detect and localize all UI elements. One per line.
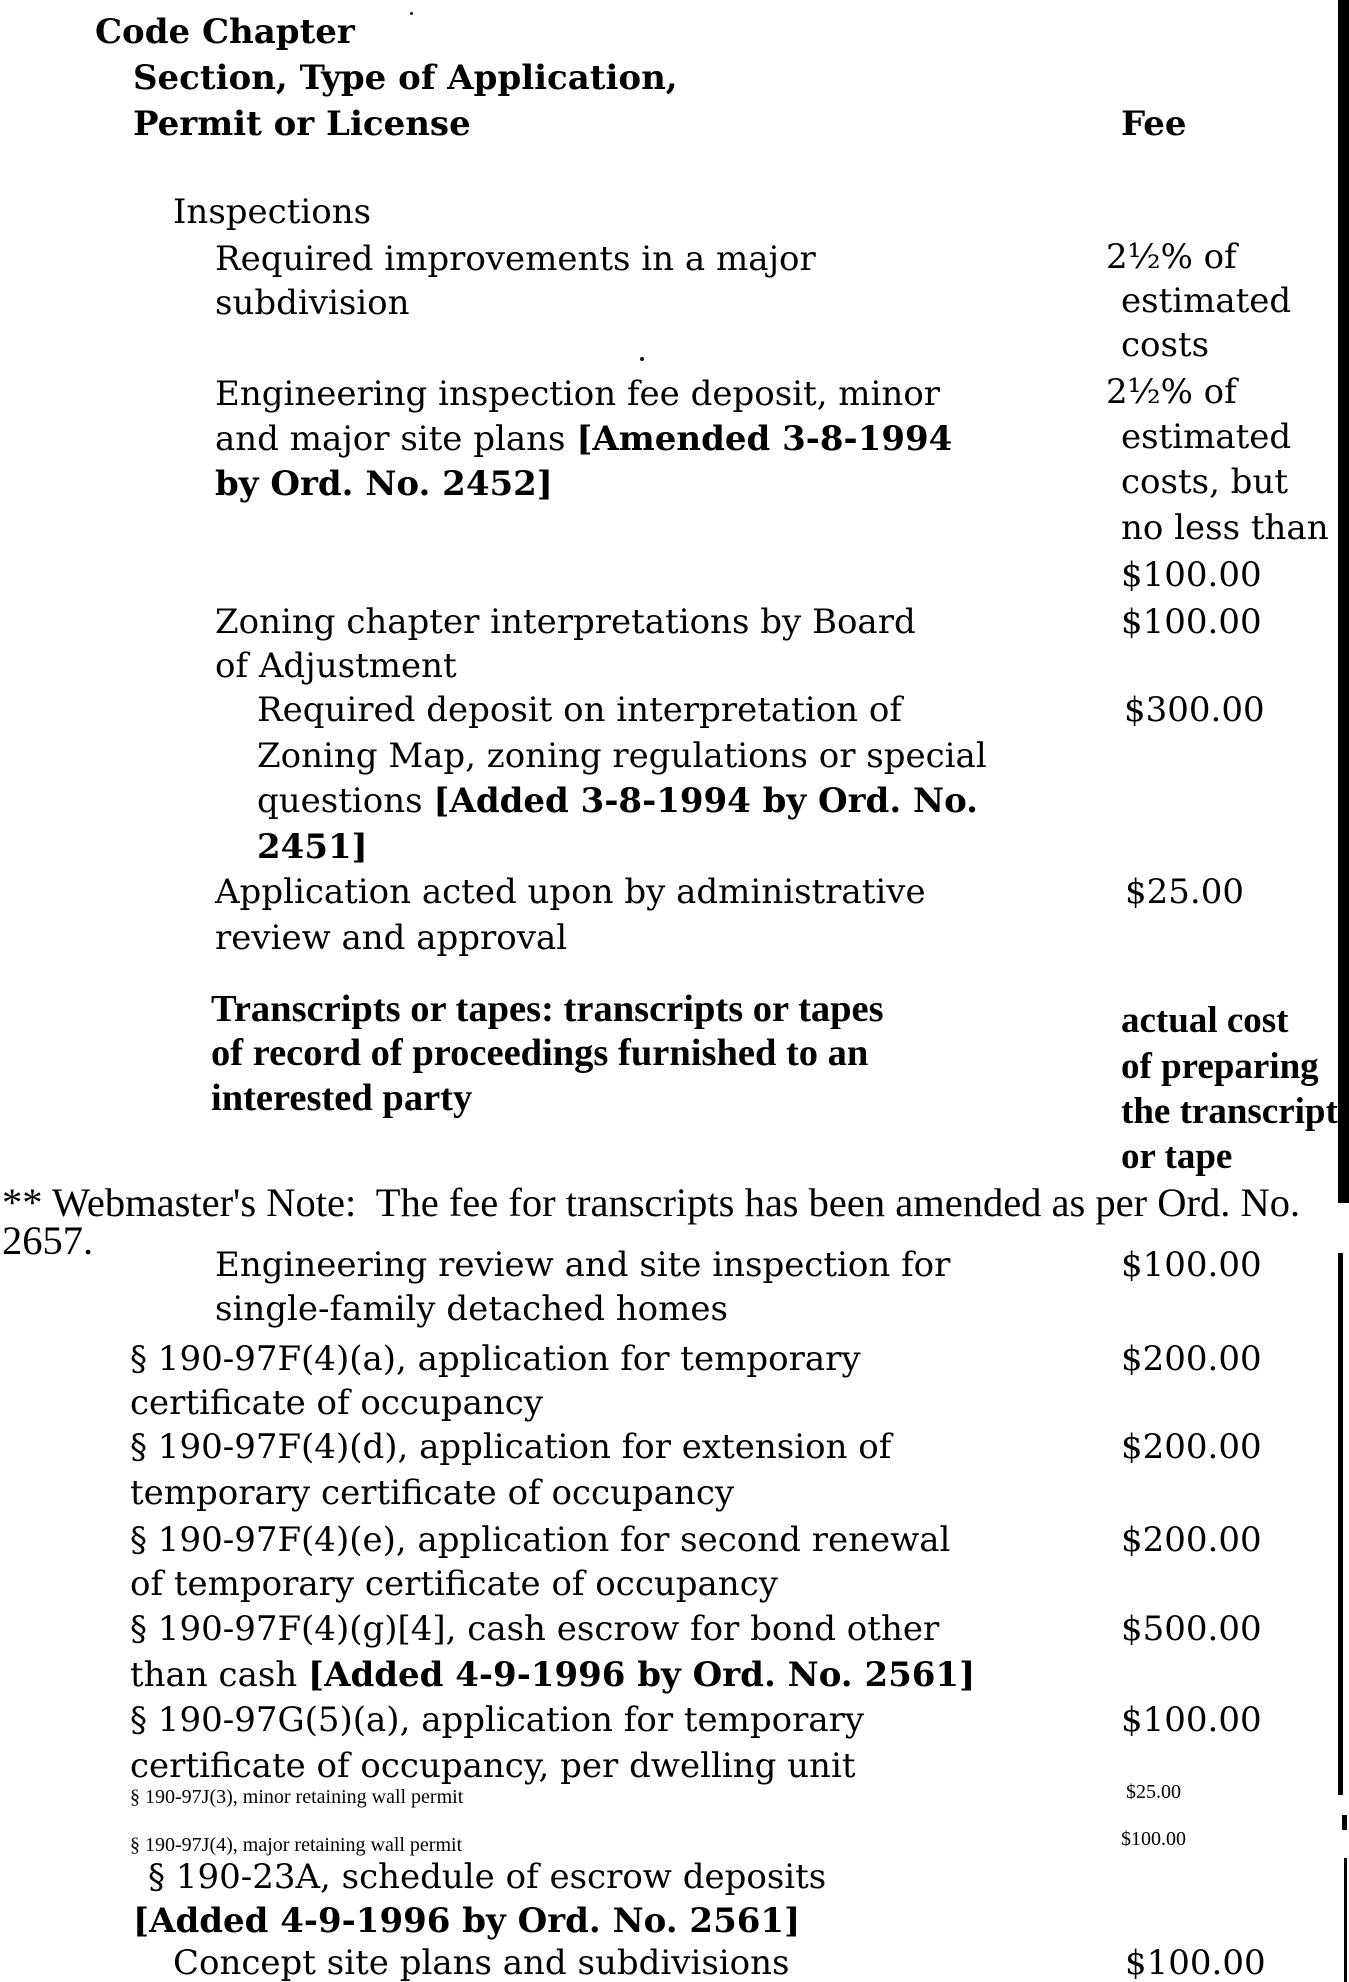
zoning-map-deposit-description-text: questions bbox=[257, 781, 423, 821]
required-improvements-fee-line: estimated bbox=[1121, 281, 1292, 321]
section-description-line: § 190-97G(5)(a), application for temporary bbox=[130, 1700, 865, 1740]
zoning-map-deposit-description-line: Required deposit on interpretation of bbox=[257, 690, 902, 730]
webmaster-note-line: 2657. bbox=[2, 1218, 94, 1263]
amendment-note: by Ord. No. 2452] bbox=[215, 464, 553, 504]
engineering-deposit-description-line: Engineering inspection fee deposit, minor bbox=[215, 374, 941, 414]
engineering-deposit-description-text: and major site plans bbox=[215, 419, 566, 459]
transcripts-fee-line: or tape bbox=[1121, 1136, 1233, 1177]
amendment-note: [Amended 3-8-1994 bbox=[576, 419, 953, 459]
scan-edge-bar bbox=[1338, 0, 1349, 1203]
section-description-line bbox=[130, 1657, 975, 1693]
zoning-map-deposit-description-line bbox=[257, 783, 978, 819]
zoning-interpretations-description-line: Zoning chapter interpretations by Board bbox=[215, 602, 916, 642]
section-description-line: § 190-23A, schedule of escrow deposits bbox=[148, 1857, 827, 1897]
section-description-line: § 190-97F(4)(a), application for temporary bbox=[130, 1339, 861, 1379]
header-fee: Fee bbox=[1121, 104, 1187, 144]
section-fee: $200.00 bbox=[1121, 1339, 1262, 1379]
section-description-text: than cash bbox=[130, 1655, 298, 1695]
engineering-deposit-fee-line: estimated bbox=[1121, 417, 1292, 457]
engineering-review-description-line: single-family detached homes bbox=[215, 1289, 728, 1329]
section-fee: $200.00 bbox=[1121, 1520, 1262, 1560]
webmaster-note-line: ** Webmaster's Note: The fee for transcripts has been amended as per Ord. No. bbox=[2, 1180, 1301, 1225]
scan-speck bbox=[640, 357, 644, 361]
section-description-line: § 190-97F(4)(g)[4], cash escrow for bond other bbox=[130, 1609, 940, 1649]
transcripts-fee-line: the transcript bbox=[1121, 1091, 1338, 1132]
transcripts-description-line: interested party bbox=[211, 1077, 473, 1119]
section-description-line: temporary certificate of occupancy bbox=[130, 1473, 735, 1513]
amendment-note: [Added 4-9-1996 by Ord. No. 2561] bbox=[308, 1655, 976, 1695]
transcripts-description-line: Transcripts or tapes: transcripts or tapes bbox=[211, 988, 884, 1030]
section-description-line: of temporary certificate of occupancy bbox=[130, 1564, 778, 1604]
required-improvements-fee-line: 2¹⁄₂% of bbox=[1106, 237, 1237, 277]
section-fee: $100.00 bbox=[1121, 1828, 1186, 1850]
header-section-type-line: Permit or License bbox=[133, 104, 471, 144]
concept-site-plans-fee: $100.00 bbox=[1125, 1943, 1266, 1982]
scan-edge-bar bbox=[1344, 1858, 1347, 1982]
transcripts-fee-line: actual cost bbox=[1121, 1000, 1289, 1041]
header-section-type-line: Section, Type of Application, bbox=[133, 58, 678, 98]
concept-site-plans-description: Concept site plans and subdivisions bbox=[173, 1943, 790, 1982]
scan-edge-bar bbox=[1338, 1253, 1343, 1795]
section-fee: $100.00 bbox=[1121, 1700, 1262, 1740]
section-description-line: § 190-97F(4)(e), application for second renewal bbox=[130, 1520, 951, 1560]
administrative-review-fee: $25.00 bbox=[1125, 872, 1244, 912]
engineering-deposit-description-line bbox=[215, 421, 952, 457]
required-improvements-description-line: subdivision bbox=[215, 283, 410, 323]
administrative-review-description-line: review and approval bbox=[215, 918, 568, 958]
section-description-line: § 190-97J(4), major retaining wall permit bbox=[130, 1834, 463, 1856]
amendment-note: [Added 4-9-1996 by Ord. No. 2561] bbox=[133, 1901, 801, 1941]
inspections-heading: Inspections bbox=[173, 192, 372, 232]
scan-speck bbox=[410, 12, 413, 15]
zoning-interpretations-fee: $100.00 bbox=[1121, 602, 1262, 642]
amendment-note: [Added 3-8-1994 by Ord. No. bbox=[433, 781, 979, 821]
scan-edge-mark bbox=[1342, 1815, 1347, 1830]
section-description-line: certificate of occupancy, per dwelling unit bbox=[130, 1746, 856, 1786]
section-description-line: § 190-97F(4)(d), application for extension of bbox=[130, 1427, 892, 1467]
header-code-chapter: Code Chapter bbox=[95, 12, 355, 52]
administrative-review-description-line: Application acted upon by administrative bbox=[215, 872, 926, 912]
engineering-deposit-fee-line: $100.00 bbox=[1121, 555, 1262, 595]
section-description-line: certificate of occupancy bbox=[130, 1383, 544, 1423]
section-description-line: § 190-97J(3), minor retaining wall permit bbox=[130, 1786, 464, 1808]
zoning-map-deposit-fee: $300.00 bbox=[1124, 690, 1265, 730]
zoning-map-deposit-description-line: Zoning Map, zoning regulations or special bbox=[257, 736, 987, 776]
transcripts-fee-line: of preparing bbox=[1121, 1046, 1319, 1087]
engineering-review-description-line: Engineering review and site inspection for bbox=[215, 1245, 951, 1285]
amendment-note: 2451] bbox=[257, 827, 368, 867]
transcripts-description-line: of record of proceedings furnished to an bbox=[211, 1032, 869, 1074]
required-improvements-description-line: Required improvements in a major bbox=[215, 239, 816, 279]
section-fee: $500.00 bbox=[1121, 1609, 1262, 1649]
engineering-deposit-fee-line: no less than bbox=[1121, 508, 1329, 548]
required-improvements-fee-line: costs bbox=[1121, 325, 1210, 365]
engineering-deposit-fee-line: 2¹⁄₂% of bbox=[1106, 372, 1237, 412]
engineering-review-fee: $100.00 bbox=[1121, 1245, 1262, 1285]
section-fee: $25.00 bbox=[1126, 1781, 1181, 1803]
engineering-deposit-fee-line: costs, but bbox=[1121, 462, 1289, 502]
section-fee: $200.00 bbox=[1121, 1427, 1262, 1467]
zoning-interpretations-description-line: of Adjustment bbox=[215, 646, 457, 686]
